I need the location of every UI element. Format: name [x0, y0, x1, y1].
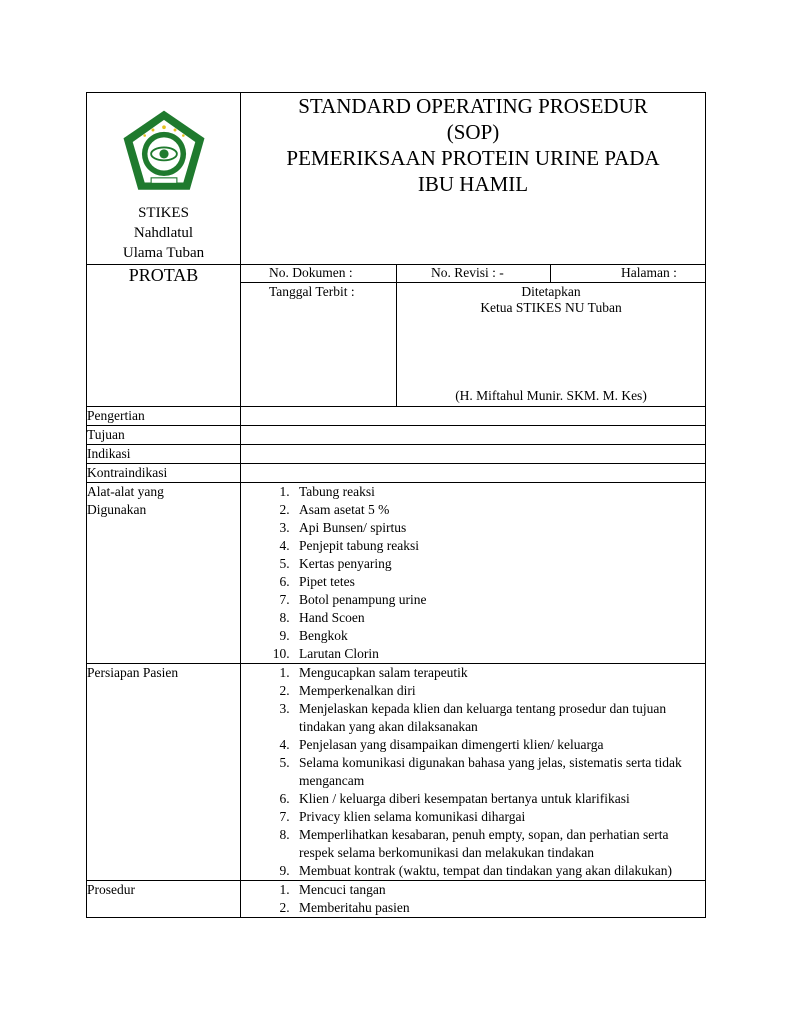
prosedur-label: Prosedur	[87, 881, 241, 918]
alat-label	[87, 483, 241, 664]
no-revisi-label: No. Revisi : -	[397, 265, 551, 283]
institution-cell	[87, 93, 241, 265]
alat-item: 10. Larutan Clorin	[293, 645, 705, 663]
title-line-4: IBU HAMIL	[417, 172, 529, 196]
alat-label-line-1: Alat-alat yang	[87, 484, 164, 499]
alat-item: 7. Botol penampung urine	[293, 591, 705, 609]
protab-label: PROTAB	[128, 265, 199, 285]
alat-item: 5. Kertas penyaring	[293, 555, 705, 573]
alat-item: 1. Tabung reaksi	[293, 483, 705, 501]
institution-line-3: Ulama Tuban	[122, 245, 205, 261]
pengertian-label: Pengertian	[87, 407, 241, 426]
alat-item: 8. Hand Scoen	[293, 609, 705, 627]
pengertian-value	[241, 407, 706, 426]
kontraindikasi-label: Kontraindikasi	[87, 464, 241, 483]
persiapan-item: 8. Memperlihatkan kesabaran, penuh empty, sopan, dan perhatian serta respek selama berkomunikasi dan melakukan tindakan	[293, 826, 705, 862]
persiapan-item: 7. Privacy klien selama komunikasi dihargai	[293, 808, 705, 826]
prosedur-list-cell	[241, 881, 706, 918]
persiapan-item: 1. Mengucapkan salam terapeutik	[293, 664, 705, 682]
persiapan-pasien-label: Persiapan Pasien	[87, 664, 241, 881]
alat-label-line-2: Digunakan	[87, 502, 147, 517]
protab-cell	[87, 265, 241, 407]
persiapan-item: 4. Penjelasan yang disampaikan dimengerti klien/ keluarga	[293, 736, 705, 754]
alat-item: 3. Api Bunsen/ spirtus	[293, 519, 705, 537]
persiapan-item: 5. Selama komunikasi digunakan bahasa yang jelas, sistematis serta tidak mengancam	[293, 754, 705, 790]
institution-line-1: STIKES	[138, 205, 189, 221]
sop-header-table	[86, 92, 706, 407]
persiapan-item: 6. Klien / keluarga diberi kesempatan bertanya untuk klarifikasi	[293, 790, 705, 808]
halaman-label: Halaman :	[551, 265, 706, 283]
ditetapkan-label: Ditetapkan	[521, 284, 581, 299]
no-dokumen-label: No. Dokumen :	[241, 265, 397, 283]
title-line-3: PEMERIKSAAN PROTEIN URINE PADA	[286, 146, 660, 170]
persiapan-item: 3. Menjelaskan kepada klien dan keluarga tentang prosedur dan tujuan tindakan yang akan dilaksanakan	[293, 700, 705, 736]
sop-document	[86, 92, 705, 918]
sop-title	[241, 93, 706, 265]
stikes-nu-logo	[118, 107, 210, 199]
institution-line-2: Nahdlatul	[133, 225, 194, 241]
prosedur-list	[241, 881, 705, 917]
alat-list-cell	[241, 483, 706, 664]
alat-list	[241, 483, 705, 663]
alat-item: 2. Asam asetat 5 %	[293, 501, 705, 519]
kontraindikasi-value	[241, 464, 706, 483]
tujuan-value	[241, 426, 706, 445]
tujuan-label: Tujuan	[87, 426, 241, 445]
prosedur-item: 2. Memberitahu pasien	[293, 899, 705, 917]
signatory-name: (H. Miftahul Munir. SKM. M. Kes)	[455, 388, 647, 403]
tanggal-terbit-label: Tanggal Terbit :	[241, 283, 397, 407]
prosedur-item: 1. Mencuci tangan	[293, 881, 705, 899]
title-line-2: (SOP)	[446, 120, 500, 144]
ditetapkan-cell	[397, 283, 706, 407]
ketua-label: Ketua STIKES NU Tuban	[480, 300, 622, 315]
title-line-1: STANDARD OPERATING PROSEDUR	[298, 94, 648, 118]
persiapan-item: 2. Memperkenalkan diri	[293, 682, 705, 700]
indikasi-label: Indikasi	[87, 445, 241, 464]
alat-item: 6. Pipet tetes	[293, 573, 705, 591]
alat-item: 4. Penjepit tabung reaksi	[293, 537, 705, 555]
persiapan-list	[241, 664, 705, 880]
indikasi-value	[241, 445, 706, 464]
alat-item: 9. Bengkok	[293, 627, 705, 645]
sop-content-table	[86, 406, 706, 918]
persiapan-item: 9. Membuat kontrak (waktu, tempat dan tindakan yang akan dilakukan)	[293, 862, 705, 880]
persiapan-list-cell	[241, 664, 706, 881]
